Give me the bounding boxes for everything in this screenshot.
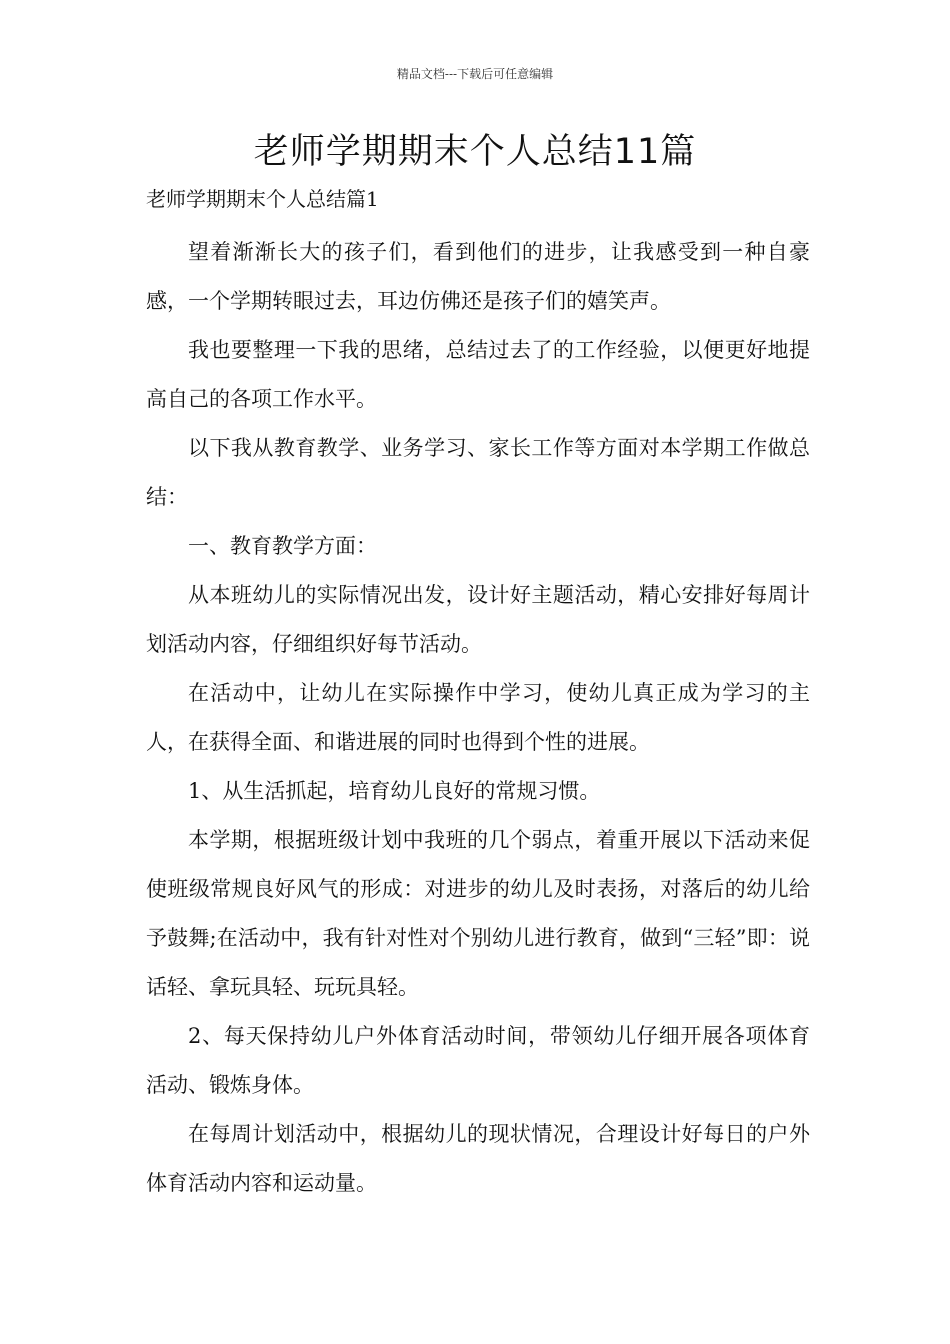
document-title: 老师学期期末个人总结11篇 [253, 132, 697, 172]
paragraph: 以下我从教育教学、业务学习、家长工作等方面对本学期工作做总结： [146, 436, 810, 509]
paragraph: 在每周计划活动中，根据幼儿的现状情况，合理设计好每日的户外体育活动内容和运动量。 [146, 1122, 810, 1195]
list-item-paragraph: 1、从生活抓起，培育幼儿良好的常规习惯。 [188, 779, 601, 803]
header-note: 精品文档---下载后可任意编辑 [396, 67, 554, 81]
paragraph: 在活动中，让幼儿在实际操作中学习，使幼儿真正成为学习的主人，在获得全面、和谐进展的同时也得到个性的进展。 [146, 681, 810, 754]
section-heading: 老师学期期末个人总结篇1 [146, 187, 379, 211]
paragraph: 我也要整理一下我的思绪，总结过去了的工作经验，以便更好地提高自己的各项工作水平。 [146, 338, 810, 411]
paragraph: 本学期，根据班级计划中我班的几个弱点，着重开展以下活动来促使班级常规良好风气的形成：对进步的幼儿及时表扬，对落后的幼儿给予鼓舞;在活动中，我有针对性对个别幼儿进行教育，做到“三轻”即：说话轻、拿玩具轻、玩玩具轻。 [146, 828, 810, 999]
subheading-paragraph: 一、教育教学方面： [188, 534, 377, 558]
list-item-paragraph: 2、每天保持幼儿户外体育活动时间，带领幼儿仔细开展各项体育活动、锻炼身体。 [146, 1024, 810, 1097]
paragraph: 望着渐渐长大的孩子们，看到他们的进步，让我感受到一种自豪感，一个学期转眼过去，耳边仿佛还是孩子们的嬉笑声。 [146, 240, 810, 313]
document-body [146, 228, 810, 1208]
paragraph: 从本班幼儿的实际情况出发，设计好主题活动，精心安排好每周计划活动内容，仔细组织好每节活动。 [146, 583, 810, 656]
